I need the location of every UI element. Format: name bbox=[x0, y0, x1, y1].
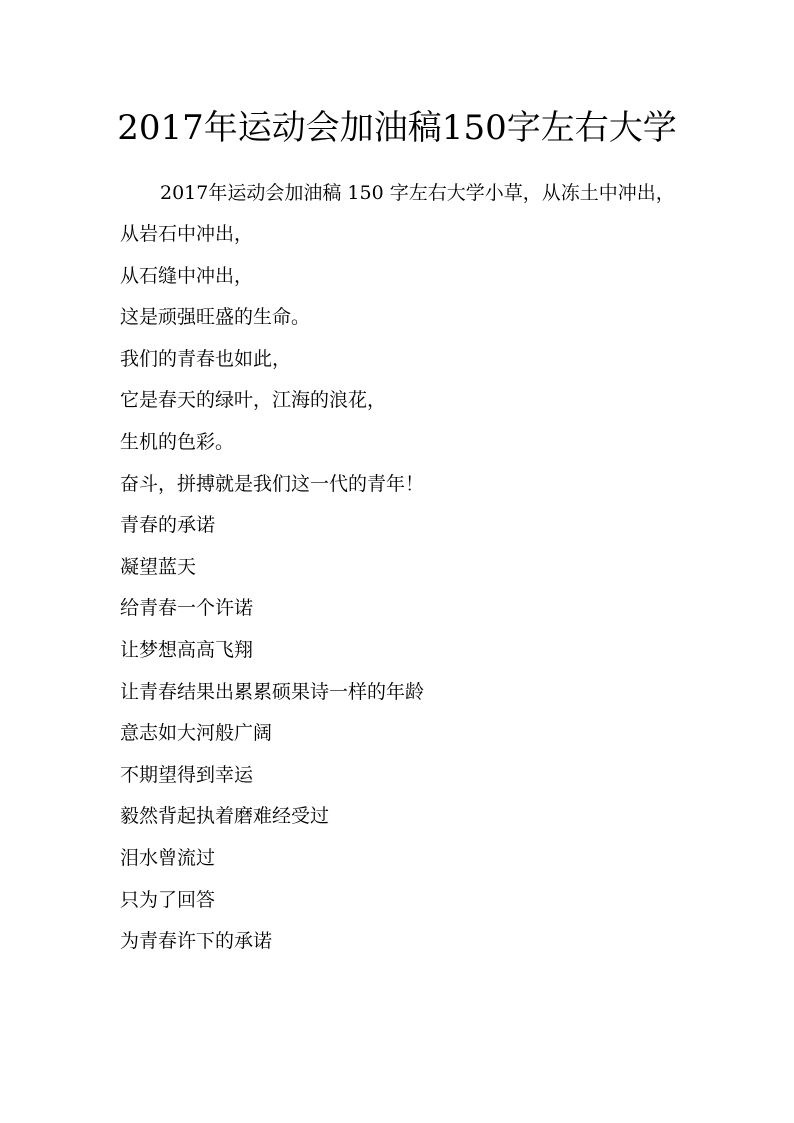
poem-line: 让青春结果出累累硕果诗一样的年龄 bbox=[120, 680, 425, 703]
poem-line: 为青春许下的承诺 bbox=[120, 930, 273, 953]
poem-line: 青春的承诺 bbox=[120, 514, 216, 537]
poem-line: 从石缝中冲出， bbox=[120, 264, 254, 287]
intro-paragraph: 2017年运动会加油稿 150 字左右大学小草，从冻土中冲出， bbox=[160, 182, 675, 204]
poem-line: 毅然背起执着磨难经受过 bbox=[120, 805, 330, 828]
document-title: 2017年运动会加油稿150字左右大学 bbox=[117, 108, 677, 148]
poem-line: 生机的色彩。 bbox=[120, 430, 235, 453]
poem-line: 奋斗，拼搏就是我们这一代的青年！ bbox=[120, 472, 425, 495]
poem-line: 泪水曾流过 bbox=[120, 846, 216, 869]
poem-line: 我们的青春也如此， bbox=[120, 347, 292, 370]
poem-line: 给青春一个许诺 bbox=[120, 597, 254, 620]
poem-line: 它是春天的绿叶，江海的浪花， bbox=[120, 389, 387, 412]
poem-line: 这是顽强旺盛的生命。 bbox=[120, 306, 311, 329]
document-body bbox=[120, 172, 676, 963]
poem-line: 凝望蓝天 bbox=[120, 555, 197, 578]
poem-line: 让梦想高高飞翔 bbox=[120, 638, 254, 661]
poem-line: 从岩石中冲出， bbox=[120, 223, 254, 245]
poem-line: 意志如大河般广阔 bbox=[120, 722, 273, 745]
poem-line: 只为了回答 bbox=[120, 888, 216, 911]
poem-line: 不期望得到幸运 bbox=[120, 763, 254, 786]
